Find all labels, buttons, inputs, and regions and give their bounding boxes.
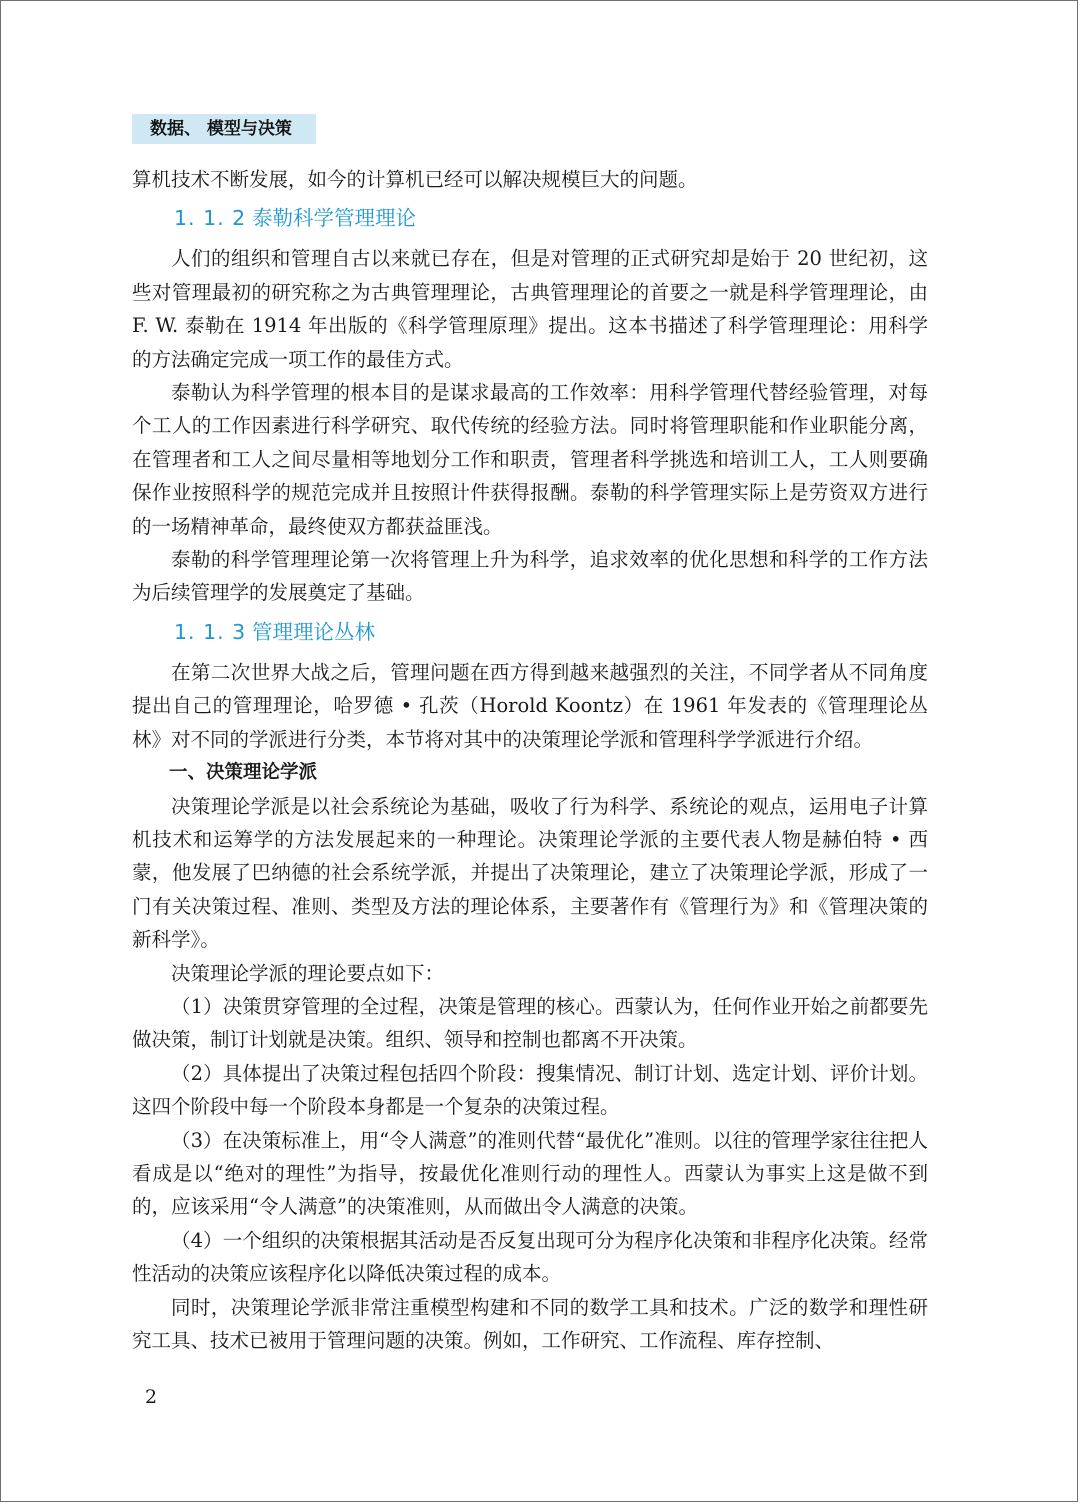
paragraph: 算机技术不断发展，如今的计算机已经可以解决规模巨大的问题。 [132, 168, 698, 191]
section-heading-1-1-2 [132, 202, 928, 235]
list-item: （2）具体提出了决策过程包括四个阶段：搜集情况、制订计划、选定计划、评价计划。这四个阶段中每一个阶段本身都是一个复杂的决策过程。 [132, 1061, 928, 1119]
list-item: （3）在决策标准上，用“令人满意”的准则代替“最优化”准则。以往的管理学家往往把人看成是以“绝对的理性”为指导，按最优化准则行动的理性人。西蒙认为事实上这是做不到的，应该采用“令人满意”的决策准则，从而做出令人满意的决策。 [132, 1128, 928, 1219]
paragraph: 人们的组织和管理自古以来就已存在，但是对管理的正式研究却是始于 20 世纪初，这些对管理最初的研究称之为古典管理理论，古典管理理论的首要之一就是科学管理理论，由 F. W. 泰勒在 1914 年出版的《科学管理原理》提出。这本书描述了科学管理理论：用科学的方法确定完成一项工作的最佳方式。 [132, 247, 928, 371]
section-title: 泰勒科学管理理论 [252, 206, 416, 231]
paragraph: 在第二次世界大战之后，管理问题在西方得到越来越强烈的关注，不同学者从不同角度提出自己的管理理论，哈罗德 • 孔茨（Horold Koontz）在 1961 年发表的《管理理论丛林》对不同的学派进行分类，本节将对其中的决策理论学派和管理科学学派进行介绍。 [132, 660, 928, 751]
list-item: （4）一个组织的决策根据其活动是否反复出现可分为程序化决策和非程序化决策。经常性活动的决策应该程序化以降低决策过程的成本。 [132, 1228, 928, 1286]
paragraph: 同时，决策理论学派非常注重模型构建和不同的数学工具和技术。广泛的数学和理性研究工具、技术已被用于管理问题的决策。例如，工作研究、工作流程、库存控制、 [132, 1295, 928, 1352]
subsection-heading: 一、决策理论学派 [169, 762, 318, 784]
running-header: 数据、 模型与决策 [132, 114, 316, 144]
paragraph: 泰勒认为科学管理的根本目的是谋求最高的工作效率：用科学管理代替经验管理，对每个工人的工作因素进行科学研究、取代传统的经验方法。同时将管理职能和作业职能分离，在管理者和工人之间尽量相等地划分工作和职责，管理者科学挑选和培训工人，工人则要确保作业按照科学的规范完成并且按照计件获得报酬。泰勒的科学管理实际上是劳资双方进行的一场精神革命，最终使双方都获益匪浅。 [132, 381, 928, 538]
section-heading-1-1-3 [132, 616, 928, 649]
paragraph: 决策理论学派的理论要点如下： [171, 961, 445, 985]
paragraph: 决策理论学派是以社会系统论为基础，吸收了行为科学、系统论的观点，运用电子计算机技术和运筹学的方法发展起来的一种理论。决策理论学派的主要代表人物是赫伯特 • 西蒙，他发展了巴纳德的社会系统学派，并提出了决策理论，建立了决策理论学派，形成了一门有关决策过程、准则、类型及方法的理论体系，主要著作有《管理行为》和《管理决策的新科学》。 [132, 794, 928, 952]
section-number: 1. 1. 3 [174, 619, 247, 644]
section-title: 管理理论丛林 [252, 619, 375, 644]
section-number: 1. 1. 2 [174, 206, 247, 231]
list-item: （1）决策贯穿管理的全过程，决策是管理的核心。西蒙认为，任何作业开始之前都要先做决策，制订计划就是决策。组织、领导和控制也都离不开决策。 [132, 994, 928, 1052]
body-text [132, 163, 928, 1357]
page-number: 2 [145, 1386, 158, 1408]
paragraph: 泰勒的科学管理理论第一次将管理上升为科学，追求效率的优化思想和科学的工作方法为后续管理学的发展奠定了基础。 [132, 548, 928, 605]
